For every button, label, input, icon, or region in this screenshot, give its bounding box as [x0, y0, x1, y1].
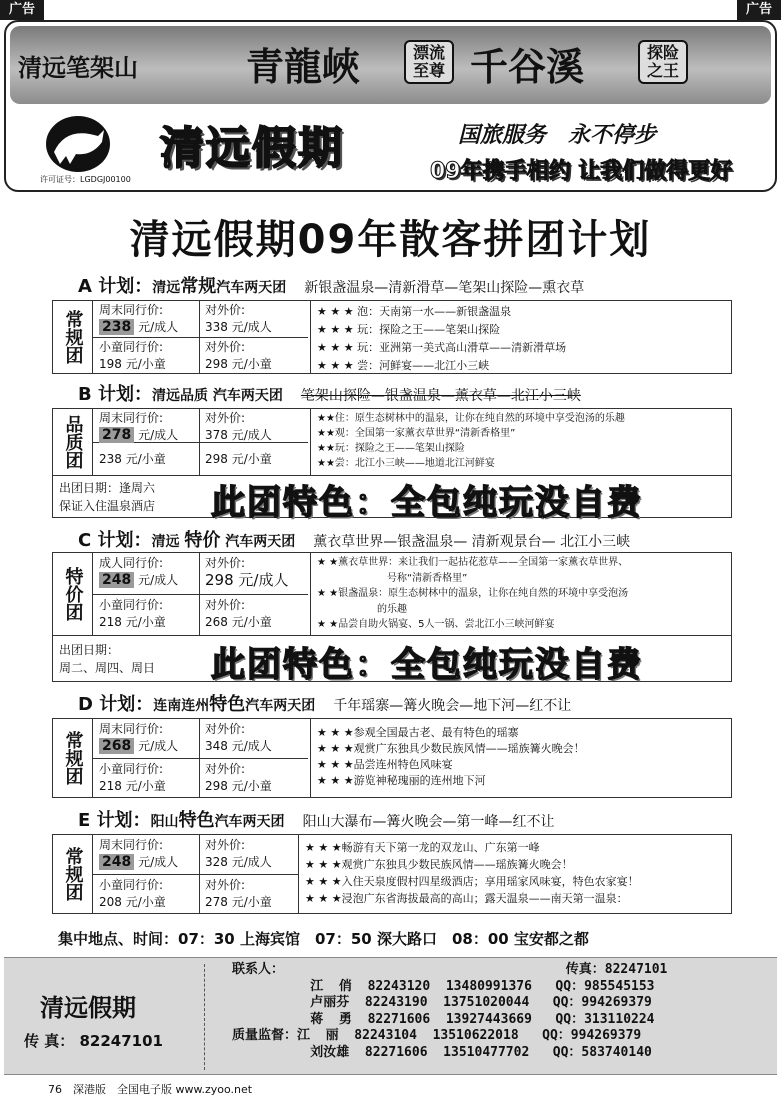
plan-b-type: 品质团 — [53, 409, 93, 475]
plan-a-type: 常规团 — [53, 301, 93, 373]
plan-b-features: ★★住：原生态树林中的温泉，让你在纯自然的环境中享受泡汤的乐趣 ★★观：全国第一家薰衣草世界“清新香格里” ★★玩：探险之王——笔架山探险 ★★尝：北江小三峡——地道北江河鲜宴 — [310, 409, 731, 475]
plan-c-adult-retail: 对外价: 298 元/成人 — [205, 556, 289, 589]
plan-c-child-retail: 对外价: 268 元/小童 — [205, 598, 272, 629]
plan-a-adult-trade: 周末同行价: 238 元/成人 — [99, 303, 179, 335]
plan-e-features: ★ ★ ★畅游有天下第一龙的双龙山、广东第一峰 ★ ★ ★观赏广东独具少数民族风情——瑶族篝火晚会！ ★ ★ ★入住天泉度假村四星级酒店；享用瑶家风味宴，特色农家宴！ ★ ★ ★浸泡广东省海拔最高的高山；露天温泉——南天第一温泉： — [298, 835, 731, 913]
plan-d-type: 常规团 — [53, 719, 93, 797]
plan-b-special: 此团特色：全包纯玩没自费 — [211, 483, 643, 523]
plan-c-type: 特价团 — [53, 553, 93, 635]
slogan-service: 国旅服务 永不停步 — [458, 123, 657, 148]
plan-c-special: 此团特色：全包纯玩没自费 — [211, 645, 643, 685]
plan-b-adult-trade: 周末同行价: 278 元/成人 — [99, 411, 179, 443]
plan-e-table — [52, 834, 732, 914]
plan-c-adult-trade: 成人同行价: 248 元/成人 — [99, 556, 179, 588]
plan-b-child-trade: 238 元/小童 — [99, 452, 166, 466]
banner-title-qianguxi: 千谷溪 — [470, 45, 585, 89]
plan-d-table — [52, 718, 732, 798]
plan-a-child-trade: 小童同行价: 198 元/小童 — [99, 340, 166, 371]
plan-b-adult-retail: 对外价: 378 元/成人 — [205, 411, 272, 442]
plan-c-table — [52, 552, 732, 685]
plan-c-dates: 出团日期： 周二、周四、周日 — [59, 643, 156, 675]
plan-b-dates: 出团日期：逢周六 保证入住温泉酒店 — [59, 481, 156, 513]
footer-fax: 传 真： 82247101 — [24, 1032, 163, 1050]
bull-logo-icon — [46, 116, 110, 172]
footer-brand: 清远假期 — [40, 994, 136, 1022]
plan-e-child-retail: 对外价: 278 元/小童 — [205, 878, 272, 909]
plan-e-adult-retail: 对外价: 328 元/成人 — [205, 838, 272, 869]
plan-b-child-retail: 298 元/小童 — [205, 452, 272, 466]
plan-b-table — [52, 408, 732, 523]
page-title: 清远假期09年散客拼团计划 — [129, 217, 652, 263]
banner-brand-area — [10, 110, 771, 188]
plan-c-header: C 计划：清远 特价 汽车两天团 薰衣草世界—银盏温泉— 清新观景台— 北江小三峡 — [78, 530, 631, 551]
slogan-together: 09年携手相约 让我们做得更好 — [430, 159, 733, 184]
ad-tag-right: 广告 — [737, 0, 781, 20]
plan-e-adult-trade: 周末同行价: 248 元/成人 — [99, 838, 179, 870]
ad-tag-left: 广告 — [0, 0, 44, 20]
bull-icon — [46, 116, 110, 172]
plan-c-features: ★ ★薰衣草世界：来让我们一起拈花惹草——全国第一家薰衣草世界、 号称“清新香格里” ★ ★银盏温泉：原生态树林中的温泉，让你在纯自然的环境中享受泡汤 的乐趣 ★ ★品尝自助火锅宴、5人一锅、尝北江小三峡河鲜宴 — [310, 553, 731, 635]
page-footer: 76 深港版 全国电子版 www.zyoo.net — [48, 1083, 253, 1096]
contact-footer — [4, 957, 777, 1075]
ad-banner — [4, 20, 777, 192]
plan-e-child-trade: 小童同行价: 208 元/小童 — [99, 878, 166, 909]
plan-c-child-trade: 小童同行价: 218 元/小童 — [99, 598, 166, 629]
plan-d-adult-retail: 对外价: 348 元/成人 — [205, 722, 272, 753]
stamp-rafting: 漂流至尊 — [404, 40, 454, 84]
meeting-points: 集中地点、时间：07：30 上海宾馆 07：50 深大路口 08：00 宝安都之都 — [58, 930, 589, 948]
plan-e-header: E 计划：阳山特色汽车两天团 阳山大瀑布—篝火晚会—第一峰—红不让 — [78, 810, 555, 831]
license-number: 许可证号：LGDGJ00100 — [40, 175, 131, 184]
plan-a-adult-retail: 对外价: 338 元/成人 — [205, 303, 272, 334]
plan-a-header: A 计划：清远常规汽车两天团 新银盏温泉—清新滑草—笔架山探险—熏衣草 — [78, 276, 585, 297]
banner-title-bijiashan: 清远笔架山 — [18, 54, 138, 82]
plan-d-child-trade: 小童同行价: 218 元/小童 — [99, 762, 166, 793]
plan-d-header: D 计划：连南连州特色汽车两天团 千年瑶寨—篝火晚会—地下河—红不让 — [78, 694, 572, 715]
plan-d-child-retail: 对外价: 298 元/小童 — [205, 762, 272, 793]
contact-list: 联系人： 传真：82247101 江 俏 82243120 13480991376 QQ：985545153 卢丽芬 82243190 13751020044 QQ：994269379 蒋 勇 82271606 13927443669 QQ：313110224 质量监督：江 丽 82243104 13510622018 QQ：994269379 刘汝雄 82271606 13510477702 QQ：583740140 — [232, 962, 668, 1060]
plan-a-child-retail: 对外价: 298 元/小童 — [205, 340, 272, 371]
plan-d-adult-trade: 周末同行价: 268 元/成人 — [99, 722, 179, 754]
brand-name: 清远假期 — [160, 123, 344, 174]
banner-scenic-strip — [10, 26, 771, 104]
plan-a-table — [52, 300, 732, 374]
stamp-adventure: 探险之王 — [638, 40, 688, 84]
plan-d-features: ★ ★ ★参观全国最古老、最有特色的瑶寨 ★ ★ ★观赏广东独具少数民族风情——瑶族篝火晚会！ ★ ★ ★品尝连州特色风味宴 ★ ★ ★游览神秘瑰丽的连州地下河 — [310, 719, 731, 797]
banner-title-qinglongxia: 青龍峽 — [246, 45, 361, 89]
plan-b-header: B 计划：清远品质 汽车两天团 笔架山探险—银盏温泉—薰衣草—北江小三峡 — [78, 384, 581, 405]
plan-a-features: ★ ★ ★ 泡：天南第一水——新银盏温泉 ★ ★ ★ 玩：探险之王——笔架山探险 ★ ★ ★ 玩：亚洲第一美式高山滑草——清新滑草场 ★ ★ ★ 尝：河鲜宴——北江小三峡 — [310, 301, 731, 373]
plan-e-type: 常规团 — [53, 835, 93, 913]
